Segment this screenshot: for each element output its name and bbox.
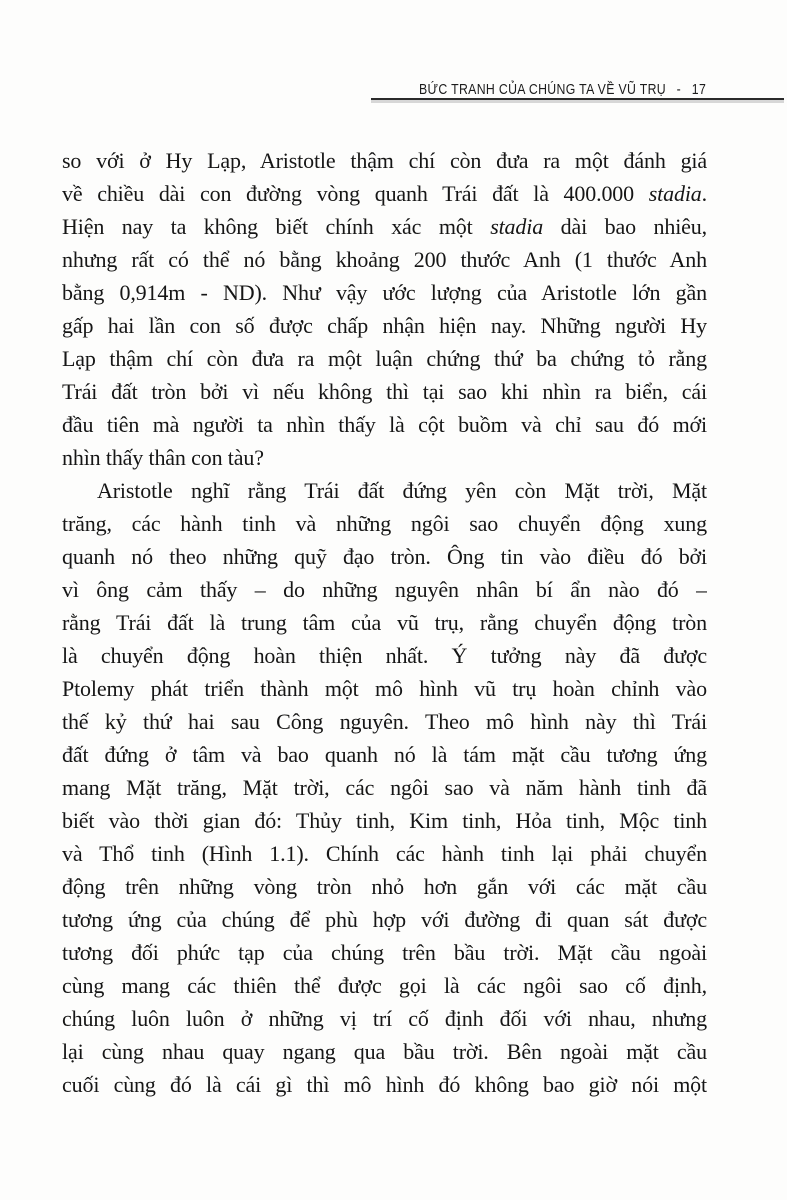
text-line: tương đối phức tạp của chúng trên bầu trời. Mặt cầu ngoài [62, 940, 707, 965]
running-header-text [419, 81, 706, 98]
text-line: biết vào thời gian đó: Thủy tinh, Kim tinh, Hỏa tinh, Mộc tinh [62, 808, 707, 833]
text-line: về chiều dài con đường vòng quanh Trái đất là 400.000 stadia. [62, 181, 707, 206]
running-header [371, 79, 784, 100]
text-line: Ptolemy phát triển thành một mô hình vũ trụ hoàn chỉnh vào [62, 676, 707, 701]
text-line: Lạp thậm chí còn đưa ra một luận chứng thứ ba chứng tỏ rằng [62, 346, 707, 371]
text-line: thế kỷ thứ hai sau Công nguyên. Theo mô hình này thì Trái [62, 709, 707, 734]
text-line: đầu tiên mà người ta nhìn thấy là cột buồm và chỉ sau đó mới [62, 412, 707, 437]
text-line: cùng mang các thiên thể được gọi là các ngôi sao cố định, [62, 973, 707, 998]
text-line: đất đứng ở tâm và bao quanh nó là tám mặt cầu tương ứng [62, 742, 707, 767]
text-line: nhìn thấy thân con tàu? [62, 445, 264, 470]
body-text [62, 144, 707, 1101]
text-line: mang Mặt trăng, Mặt trời, các ngôi sao và năm hành tinh đã [62, 775, 707, 800]
text-line: Trái đất tròn bởi vì nếu không thì tại sao khi nhìn ra biển, cái [62, 379, 707, 404]
text-line: Aristotle nghĩ rằng Trái đất đứng yên còn Mặt trời, Mặt [97, 478, 707, 503]
text-line: bằng 0,914m - ND). Như vậy ước lượng của Aristotle lớn gần [62, 280, 707, 305]
text-line: động trên những vòng tròn nhỏ hơn gắn với các mặt cầu [62, 874, 707, 899]
page-number: 17 [691, 81, 706, 98]
text-line: cuối cùng đó là cái gì thì mô hình đó không bao giờ nói một [62, 1072, 707, 1097]
running-title: BỨC TRANH CỦA CHÚNG TA VỀ VŨ TRỤ [418, 81, 666, 98]
text-line: rằng Trái đất là trung tâm của vũ trụ, rằng chuyển động tròn [62, 610, 707, 635]
text-line: nhưng rất có thể nó bằng khoảng 200 thước Anh (1 thước Anh [62, 247, 707, 272]
text-line: chúng luôn luôn ở những vị trí cố định đối với nhau, nhưng [62, 1006, 707, 1031]
text-line: quanh nó theo những quỹ đạo tròn. Ông tin vào điều đó bởi [62, 544, 707, 569]
text-line: lại cùng nhau quay ngang qua bầu trời. Bên ngoài mặt cầu [62, 1039, 707, 1064]
text-line: Hiện nay ta không biết chính xác một stadia dài bao nhiêu, [62, 214, 707, 239]
text-line: vì ông cảm thấy – do những nguyên nhân bí ẩn nào đó – [62, 577, 707, 602]
text-line: so với ở Hy Lạp, Aristotle thậm chí còn đưa ra một đánh giá [62, 148, 707, 173]
text-line: trăng, các hành tinh và những ngôi sao chuyển động xung [62, 511, 707, 536]
text-line: và Thổ tinh (Hình 1.1). Chính các hành tinh lại phải chuyển [62, 841, 707, 866]
text-line: gấp hai lần con số được chấp nhận hiện nay. Những người Hy [62, 313, 707, 338]
header-separator: - [676, 81, 681, 98]
text-line: là chuyển động hoàn thiện nhất. Ý tưởng này đã được [62, 643, 707, 668]
text-line: tương ứng của chúng để phù hợp với đường đi quan sát được [62, 907, 707, 932]
